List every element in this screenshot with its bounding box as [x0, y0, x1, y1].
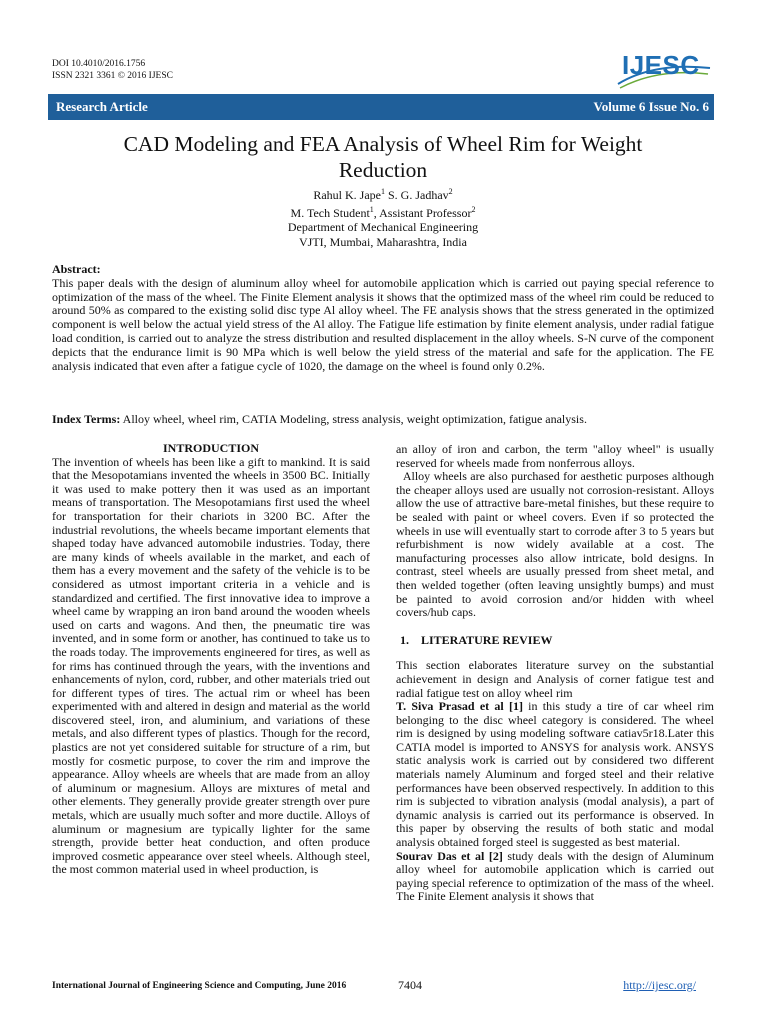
right-paragraph-1: an alloy of iron and carbon, the term "alloy wheel" is usually reserved for wheels made from nonferrous alloys.	[396, 442, 714, 470]
footer-page-number: 7404	[398, 978, 422, 992]
abstract-heading: Abstract:	[52, 262, 101, 276]
right-column	[396, 442, 718, 904]
logo-text: IJESC	[622, 50, 700, 80]
journal-logo	[614, 50, 714, 88]
author-2-affil: 2	[448, 187, 453, 196]
abstract-text: This paper deals with the design of aluminum alloy wheel for automobile application which is carried out paying special reference to optimization of the mass of the wheel. The Finite Element analysis it shows that the optimized mass of the wheel rim could be reduced to around 50% as compared to the existing solid disc type Al alloy wheel. The FE analysis shows that the stress generated in the optimized component is well below the actual yield stress of the Al alloy. The Fatigue life estimation by finite element analysis, under radial fatigue load condition, is carried out to analyze the stress distribution and resulted displacement in the alloy wheels. S-N curve of the component depicts that the endurance limit is 90 MPa which is well below the yield stress of the material and safe for the application. The FE analysis indicated that even after a fatigue cycle of 1020, the damage on the wheel is found only 0.2%.	[52, 275, 714, 373]
literature-intro: This section elaborates literature survey on the substantial achievement in design and Analysis of corner fatigue test and radial fatigue test on alloy wheel rim	[396, 658, 714, 700]
doi-text: DOI 10.4010/2016.1756	[52, 59, 146, 69]
reference-1-author: T. Siva Prasad et al [1]	[396, 699, 523, 714]
abstract-section	[52, 263, 714, 373]
institution: VJTI, Mumbai, Maharashtra, India	[299, 234, 467, 249]
department: Department of Mechanical Engineering	[287, 220, 479, 234]
author-1: Rahul K. Jape	[313, 188, 381, 202]
reference-2-text: study deals with the design of Aluminum alloy wheel for automobile application which is carried out paying special reference to optimization of the mass of the wheel. The Finite Element analysis it shows that	[396, 848, 714, 904]
reference-2-author: Sourav Das et al [2]	[396, 848, 503, 863]
author-roles	[52, 203, 714, 221]
author-2: S. G. Jadhav	[384, 188, 449, 202]
author-block	[52, 185, 714, 249]
author-names	[52, 185, 714, 203]
right-paragraph-2: Alloy wheels are also purchased for aesthetic purposes although the cheaper alloys used are usually not corrosion-resistant. Alloys allow the use of attractive bare-metal finishes, but these require to be sealed with paint or wheel covers. Even if so protected the wheels in use will eventually start to corrode after 3 to 5 years but refurbishment is now widely available at a cost. The manufacturing processes also allow intricate, bold designs. In contrast, steel wheels are usually pressed from sheet metal, and then welded together (often leaving unsightly bumps) and must be painted to avoid corrosion and/or hidden with wheel covers/hub caps.	[396, 469, 718, 620]
paper-title	[52, 131, 714, 183]
reference-1-paragraph	[396, 700, 714, 850]
role-1-affil: 1	[369, 204, 374, 214]
index-terms	[52, 412, 714, 426]
title-line-1: CAD Modeling and FEA Analysis of Wheel Rim for Weight	[123, 132, 643, 156]
reference-2-paragraph	[396, 850, 714, 904]
introduction-heading: INTRODUCTION	[162, 441, 259, 455]
role-2: , Assistant Professor	[373, 205, 472, 220]
left-column	[52, 442, 370, 877]
index-terms-label: Index Terms:	[52, 412, 121, 426]
volume-issue: Volume 6 Issue No. 6	[593, 99, 709, 114]
reference-1-text: in this study a tire of car wheel rim belonging to the disc wheel category is considered. The wheel rim is designed by using modeling software catiav5r18.Later this CATIA model is imported to ANSYS for analysis work. ANSYS static analysis work is carried out by considered two different materials namely Aluminum and forged steel and their relative performances have been observed respectively. In addition to this rim is subjected to vibration analysis (modal analysis), a part of dynamic analysis is carried out its performance is observed. In this paper by observing the results of both static and modal analysis obtained forged steel is suggested as best material.	[396, 699, 714, 850]
header-meta	[52, 58, 173, 82]
author-1-affil: 1	[380, 187, 385, 196]
issn-text: ISSN 2321 3361 © 2016 IJESC	[52, 71, 173, 81]
index-terms-text: Alloy wheel, wheel rim, CATIA Modeling, stress analysis, weight optimization, fatigue analysis.	[120, 412, 587, 426]
header-banner	[48, 94, 714, 120]
literature-review-heading: 1. LITERATURE REVIEW	[400, 632, 553, 647]
footer-url-link[interactable]: http://ijesc.org/	[623, 978, 696, 992]
introduction-text: The invention of wheels has been like a gift to mankind. It is said that the Mesopotamians invented the wheels in 3500 BC. Initially it was used to make pottery then it was used as an important means of transportation. The Mesopotamians first used the wheel for transportation for their chariots in 3200 BC. After the industrial revolutions, the wheels became important elements that shaped today have advanced automobile industries. Today, there are many kinds of wheels available in the market, and each of them has a every movement and the safety of the vehicle is to be considered as utmost important criteria in a vehicle and is standardized and certified. The first innovative idea to improve a wheel came by wrapping an iron band around the wooden wheels used on carts and wagons. And then, the pneumatic tire was invented, and in some form or another, has continued to take us to the roads today. The improvements engineered for tires, as well as for rims has continued through the years, with the inventions and enhancements of nylon, cord, rubber, and other materials tried out for different types of tires. The actual rim or wheel has been experimented with and altered in design and material as the world discovered steel, iron, and aluminium, and variations of these metals, and also different types of plastics. Though for the record, plastics are not yet considered suitable for structure of a rim, but mostly for cosmetic purpose, to cover the rim and improve the appearance. Alloy wheels are wheels that are made from an alloy of aluminum or magnesium. Alloys are mixtures of metal and other elements. They generally provide greater strength over pure metals, which are usually much softer and more ductile. Alloys of aluminum or magnesium are typically lighter for the same strength, provide better heat conduction, and often produce improved cosmetic appearance over steel wheels. Although steel, the most common material used in wheel production, is	[52, 454, 370, 877]
footer-journal: International Journal of Engineering Science and Computing, June 2016	[52, 981, 347, 991]
role-2-affil: 2	[471, 204, 476, 214]
article-type: Research Article	[56, 99, 148, 114]
title-line-2: Reduction	[338, 158, 428, 182]
role-1: M. Tech Student	[290, 205, 370, 220]
